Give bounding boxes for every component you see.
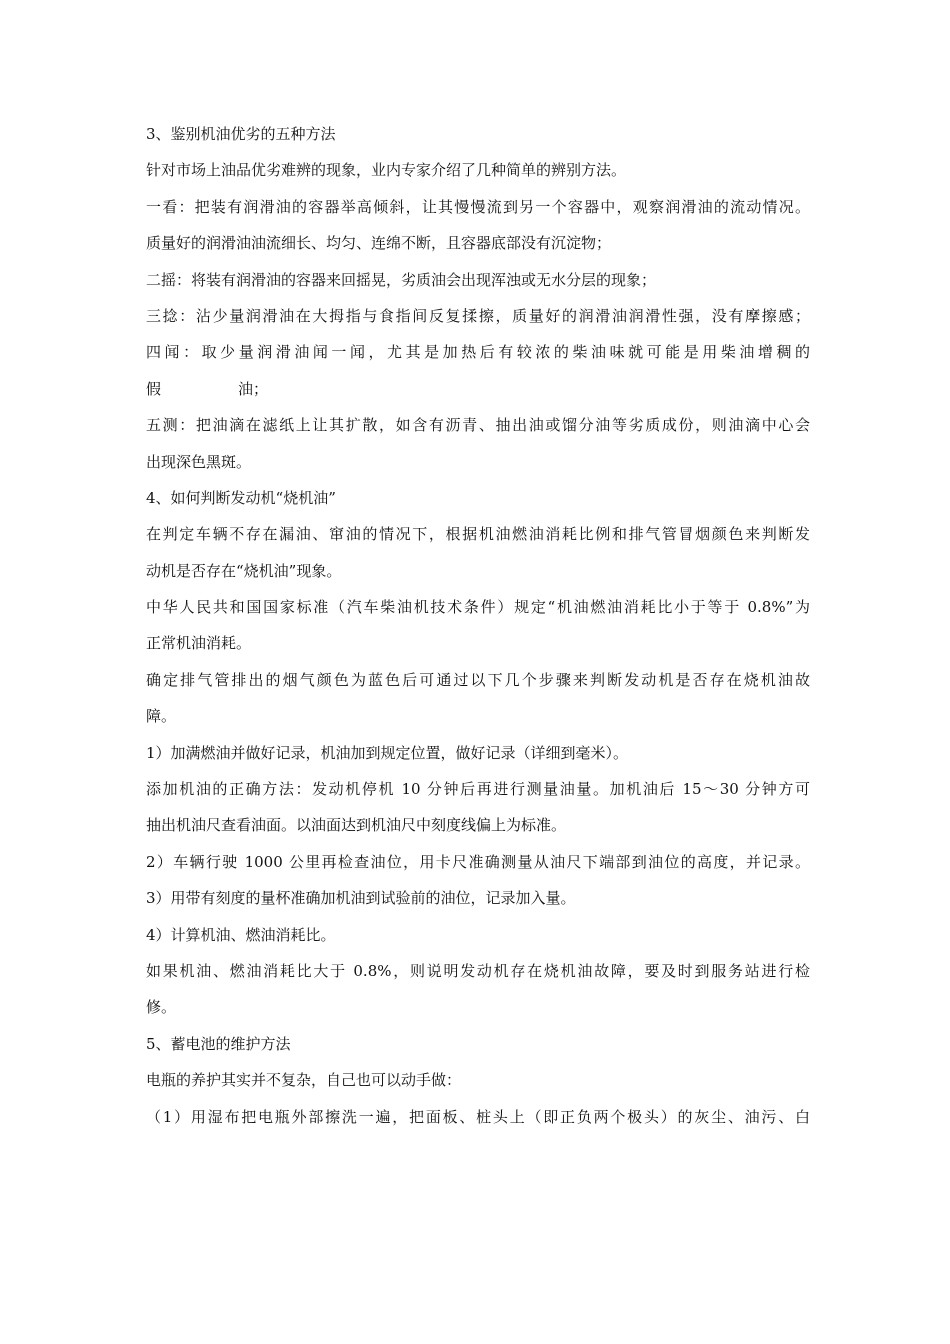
paragraph-line: 在判定车辆不存在漏油、窜油的情况下，根据机油燃油消耗比例和排气管冒烟颜色来判断发 (146, 525, 810, 544)
paragraph-line: 障。 (146, 707, 177, 726)
paragraph-line: 确定排气管排出的烟气颜色为蓝色后可通过以下几个步骤来判断发动机是否存在烧机油故 (146, 670, 810, 689)
paragraph-line: 修。 (146, 998, 177, 1017)
text-fragment: 假 (146, 379, 162, 398)
paragraph-line: 正常机油消耗。 (146, 634, 252, 653)
paragraph-line: 中华人民共和国国家标准（汽车柴油机技术条件）规定“机油燃油消耗比小于等于 0.8%”为 (146, 598, 810, 617)
text-fragment: 油； (238, 379, 269, 398)
step-item: 2）车辆行驶 1000 公里再检查油位，用卡尺准确测量从油尺下端部到油位的高度，并记录。 (146, 852, 810, 871)
step-item: 3）用带有刻度的量杯准确加机油到试验前的油位，记录加入量。 (146, 889, 576, 908)
document-body (146, 116, 810, 1135)
step-item: 4）计算机油、燃油消耗比。 (146, 925, 336, 944)
paragraph-line: 二摇：将装有润滑油的容器来回摇晃，劣质油会出现浑浊或无水分层的现象； (146, 270, 657, 289)
section-heading-3: 3、鉴别机油优劣的五种方法 (146, 125, 336, 143)
paragraph-line: 如果机油、燃油消耗比大于 0.8%，则说明发动机存在烧机油故障，要及时到服务站进行检 (146, 961, 810, 980)
paragraph-line: 电瓶的养护其实并不复杂，自己也可以动手做： (146, 1071, 462, 1090)
section-heading-4: 4、如何判断发动机“烧机油” (146, 488, 336, 507)
paragraph-line: 动机是否存在“烧机油”现象。 (146, 561, 342, 580)
paragraph-line: 针对市场上油品优劣难辨的现象，业内专家介绍了几种简单的辨别方法。 (146, 161, 627, 180)
paragraph-line: 添加机油的正确方法：发动机停机 10 分钟后再进行测量油量。加机油后 15～30 分钟方可 (146, 780, 810, 799)
paragraph-line-split (146, 371, 810, 407)
paragraph-line: 三捻：沾少量润滑油在大拇指与食指间反复揉擦，质量好的润滑油润滑性强，没有摩擦感； (146, 306, 810, 325)
step-item: （1）用湿布把电瓶外部擦洗一遍，把面板、桩头上（即正负两个极头）的灰尘、油污、白 (146, 1107, 810, 1126)
paragraph-line: 四闻：取少量润滑油闻一闻，尤其是加热后有较浓的柴油味就可能是用柴油增稠的 (146, 343, 810, 362)
step-item: 1）加满燃油并做好记录，机油加到规定位置，做好记录（详细到毫米）。 (146, 743, 629, 762)
paragraph-line: 一看：把装有润滑油的容器举高倾斜，让其慢慢流到另一个容器中，观察润滑油的流动情况。 (146, 197, 810, 216)
paragraph-line: 五测：把油滴在滤纸上让其扩散，如含有沥青、抽出油或馏分油等劣质成份，则油滴中心会 (146, 416, 810, 435)
paragraph-line: 出现深色黑斑。 (146, 452, 252, 471)
paragraph-line: 质量好的润滑油油流细长、均匀、连绵不断，且容器底部没有沉淀物； (146, 234, 612, 253)
paragraph-line: 抽出机油尺查看油面。以油面达到机油尺中刻度线偏上为标准。 (146, 816, 567, 835)
section-heading-5: 5、蓄电池的维护方法 (146, 1034, 291, 1053)
